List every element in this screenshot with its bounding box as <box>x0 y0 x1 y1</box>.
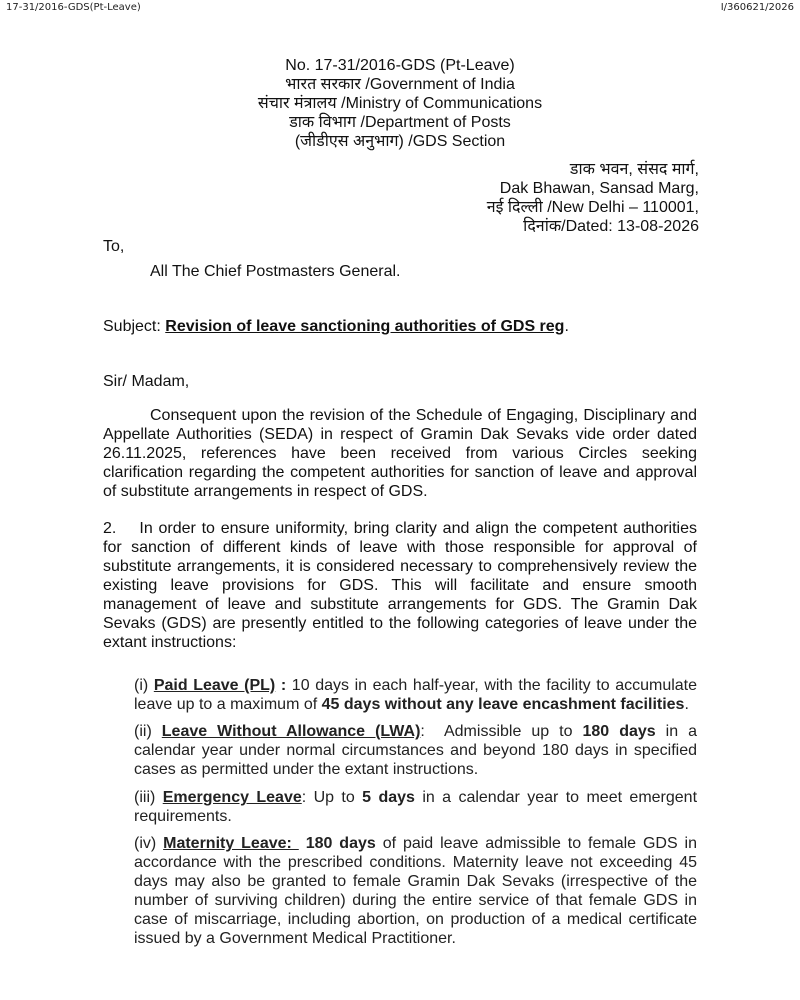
government-line: भारत सरकार /Government of India <box>285 76 515 93</box>
leave-number: (iii) <box>134 789 163 806</box>
leave-text: in a calendar year to meet emergent <box>414 789 698 806</box>
leave-text: of paid leave admissible to female GDS in <box>375 835 698 852</box>
para2-line: for sanction of different kinds of leave with those responsible for approval of <box>103 539 697 556</box>
para2-line: management of leave and substitute arrangements for GDS. The Gramin Dak <box>103 596 697 613</box>
document-id-header: I/360621/2026 <box>720 2 794 13</box>
leave-line: case of miscarriage, including abortion, on production of a medical certificate <box>134 911 697 928</box>
leave-title: Maternity Leave: <box>163 835 299 852</box>
para2-line: 2. In order to ensure uniformity, bring clarity and align the competent authorities <box>103 520 697 537</box>
leave-text: Admissible up to <box>443 723 583 740</box>
leave-line: accordance with the prescribed conditions. Maternity leave not exceeding 45 <box>134 854 697 871</box>
leave-separator: : <box>275 677 292 694</box>
subject-line <box>103 318 569 336</box>
leave-separator: : Up to <box>301 789 363 806</box>
sender-address <box>487 160 699 236</box>
paragraph-2 <box>103 519 697 652</box>
address-line-hindi: डाक भवन, संसद मार्ग, <box>569 161 699 178</box>
leave-text: in a <box>655 723 698 740</box>
subject-suffix: . <box>564 318 569 335</box>
leave-text: 10 days in each half-year, with the facility to accumulate <box>291 677 698 694</box>
para2-line: Sevaks (GDS) are presently entitled to the following categories of leave under the <box>103 615 697 632</box>
leave-item-lwa <box>134 722 697 779</box>
file-number: No. 17-31/2016-GDS (Pt-Leave) <box>285 57 515 74</box>
to-label: To, <box>103 238 125 255</box>
leave-line: number of surviving children) during the entire service of that female GDS in <box>134 892 697 909</box>
paragraph-1 <box>103 406 697 501</box>
letterhead <box>0 56 800 151</box>
leave-line: requirements. <box>134 808 232 825</box>
leave-line <box>134 695 697 714</box>
leave-text: leave up to a maximum of <box>134 696 322 713</box>
leave-item-paid-leave <box>134 676 697 714</box>
leave-title: Emergency Leave <box>162 789 302 806</box>
para1-line: Consequent upon the revision of the Schedule of Engaging, Disciplinary and <box>150 407 697 424</box>
leave-line <box>134 788 697 807</box>
leave-number: (iv) <box>134 835 164 852</box>
addressee: All The Chief Postmasters General. <box>150 263 401 280</box>
subject-text: Revision of leave sanctioning authorities of GDS reg <box>165 318 565 335</box>
salutation: Sir/ Madam, <box>103 373 190 390</box>
leave-line <box>134 834 697 853</box>
leave-highlight: 180 days <box>305 835 376 852</box>
leave-text: . <box>684 696 689 713</box>
leave-highlight: 5 days <box>362 789 415 806</box>
ministry-line: संचार मंत्रालय /Ministry of Communications <box>257 95 543 112</box>
leave-separator <box>299 835 306 852</box>
leave-line: calendar year under normal circumstances and beyond 180 days in specified <box>134 742 697 759</box>
para2-line: existing leave provisions for GDS. This will facilitate and ensure smooth <box>103 577 697 594</box>
leave-line: cases as permitted under the extant instructions. <box>134 761 479 778</box>
para1-line: clarification regarding the competent authorities for sanction of leave and approval <box>103 464 697 481</box>
section-line: (जीडीएस अनुभाग) /GDS Section <box>294 133 506 150</box>
leave-line <box>134 676 697 695</box>
para2-line: extant instructions: <box>103 634 237 651</box>
para1-line: of substitute arrangements in respect of GDS. <box>103 483 428 500</box>
leave-item-maternity <box>134 834 697 948</box>
address-city: नई दिल्ली /New Delhi – 110001, <box>486 199 699 216</box>
department-line: डाक विभाग /Department of Posts <box>289 114 511 131</box>
address-line-english: Dak Bhawan, Sansad Marg, <box>499 180 699 197</box>
leave-line <box>134 722 697 741</box>
leave-separator: : <box>420 723 444 740</box>
para1-line: Appellate Authorities (SEDA) in respect of Gramin Dak Sevaks vide order dated <box>103 426 697 443</box>
subject-prefix: Subject: <box>103 318 166 335</box>
leave-highlight: 180 days <box>582 723 656 740</box>
leave-number: (ii) <box>134 723 162 740</box>
letter-date: दिनांक/Dated: 13-08-2026 <box>523 218 699 235</box>
leave-line: issued by a Government Medical Practitioner. <box>134 930 456 947</box>
file-reference-header: 17-31/2016-GDS(Pt-Leave) <box>6 2 141 13</box>
leave-item-emergency <box>134 788 697 826</box>
para2-line: substitute arrangements, it is considered necessary to comprehensively review the <box>103 558 697 575</box>
leave-number: (i) <box>134 677 154 694</box>
leave-title: Leave Without Allowance (LWA) <box>161 723 421 740</box>
para1-line: 26.11.2025, references have been received from various Circles seeking <box>103 445 697 462</box>
leave-title: Paid Leave (PL) <box>153 677 276 694</box>
leave-line: days may also be granted to female Gramin Dak Sevaks (irrespective of the <box>134 873 697 890</box>
leave-highlight: 45 days without any leave encashment facilities <box>321 696 685 713</box>
